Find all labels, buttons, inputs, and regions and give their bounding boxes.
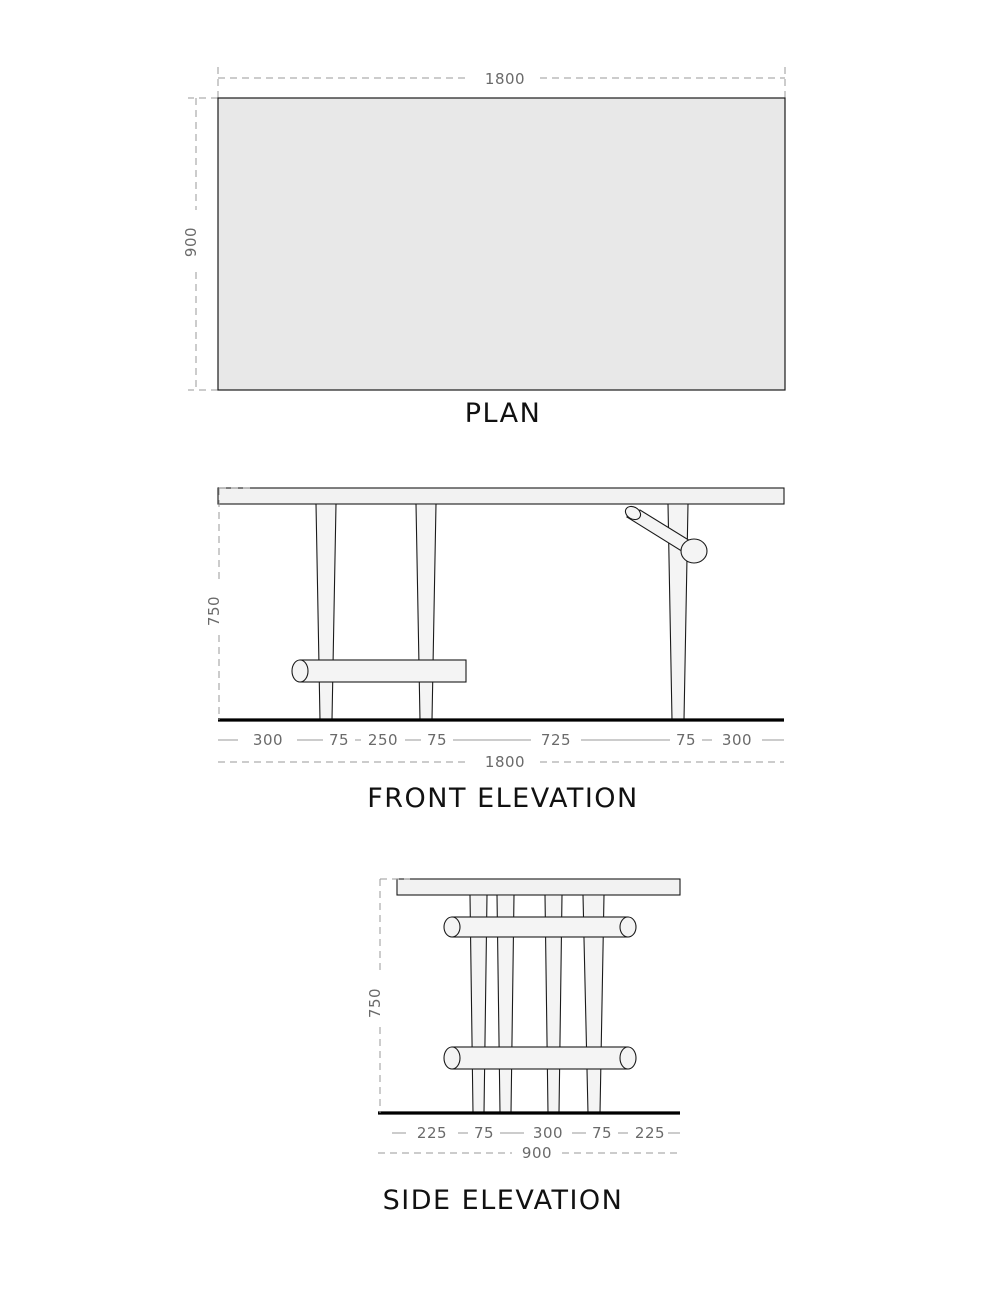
front-chain-text-7: 300 bbox=[721, 731, 753, 749]
side-chain-text-1: 225 bbox=[416, 1124, 448, 1142]
side-upper-rail-cap-right bbox=[620, 917, 636, 937]
front-chain-text-1: 300 bbox=[252, 731, 284, 749]
side-elevation-title: SIDE ELEVATION bbox=[382, 1185, 624, 1216]
front-elevation-svg bbox=[0, 455, 1006, 830]
side-chain-text-5: 225 bbox=[634, 1124, 666, 1142]
plan-width-dim-text: 1800 bbox=[484, 70, 526, 88]
front-chain-text-2: 75 bbox=[328, 731, 350, 749]
side-chain-text-2: 75 bbox=[473, 1124, 495, 1142]
front-elevation-view bbox=[0, 455, 1006, 830]
front-leg-2 bbox=[416, 504, 436, 720]
front-lower-rail bbox=[300, 660, 466, 682]
side-height-dim-text: 750 bbox=[366, 987, 384, 1019]
plan-view-title: PLAN bbox=[464, 398, 542, 429]
plan-view-svg bbox=[0, 0, 1006, 450]
side-tabletop bbox=[397, 879, 680, 895]
side-upper-rail bbox=[452, 917, 628, 937]
side-overall-dim-text: 900 bbox=[521, 1144, 553, 1162]
front-chain-text-5: 725 bbox=[540, 731, 572, 749]
side-lower-rail-cap-right bbox=[620, 1047, 636, 1069]
front-leg-1 bbox=[316, 504, 336, 720]
side-chain-text-4: 75 bbox=[591, 1124, 613, 1142]
plan-view bbox=[0, 0, 1006, 450]
front-elevation-title: FRONT ELEVATION bbox=[367, 783, 639, 814]
side-chain-text-3: 300 bbox=[532, 1124, 564, 1142]
front-chain-text-4: 75 bbox=[426, 731, 448, 749]
side-lower-rail bbox=[452, 1047, 628, 1069]
front-tabletop bbox=[218, 488, 784, 504]
front-brace-knob bbox=[681, 539, 707, 563]
front-height-dim-text: 750 bbox=[205, 595, 223, 627]
side-elevation-view bbox=[0, 855, 1006, 1255]
front-chain-text-6: 75 bbox=[675, 731, 697, 749]
front-overall-dim-text: 1800 bbox=[484, 753, 526, 771]
side-lower-rail-cap-left bbox=[444, 1047, 460, 1069]
front-chain-text-3: 250 bbox=[367, 731, 399, 749]
side-upper-rail-cap-left bbox=[444, 917, 460, 937]
front-lower-rail-end-cap bbox=[292, 660, 308, 682]
plan-tabletop-outline bbox=[218, 98, 785, 390]
plan-depth-dim-text: 900 bbox=[182, 226, 200, 258]
